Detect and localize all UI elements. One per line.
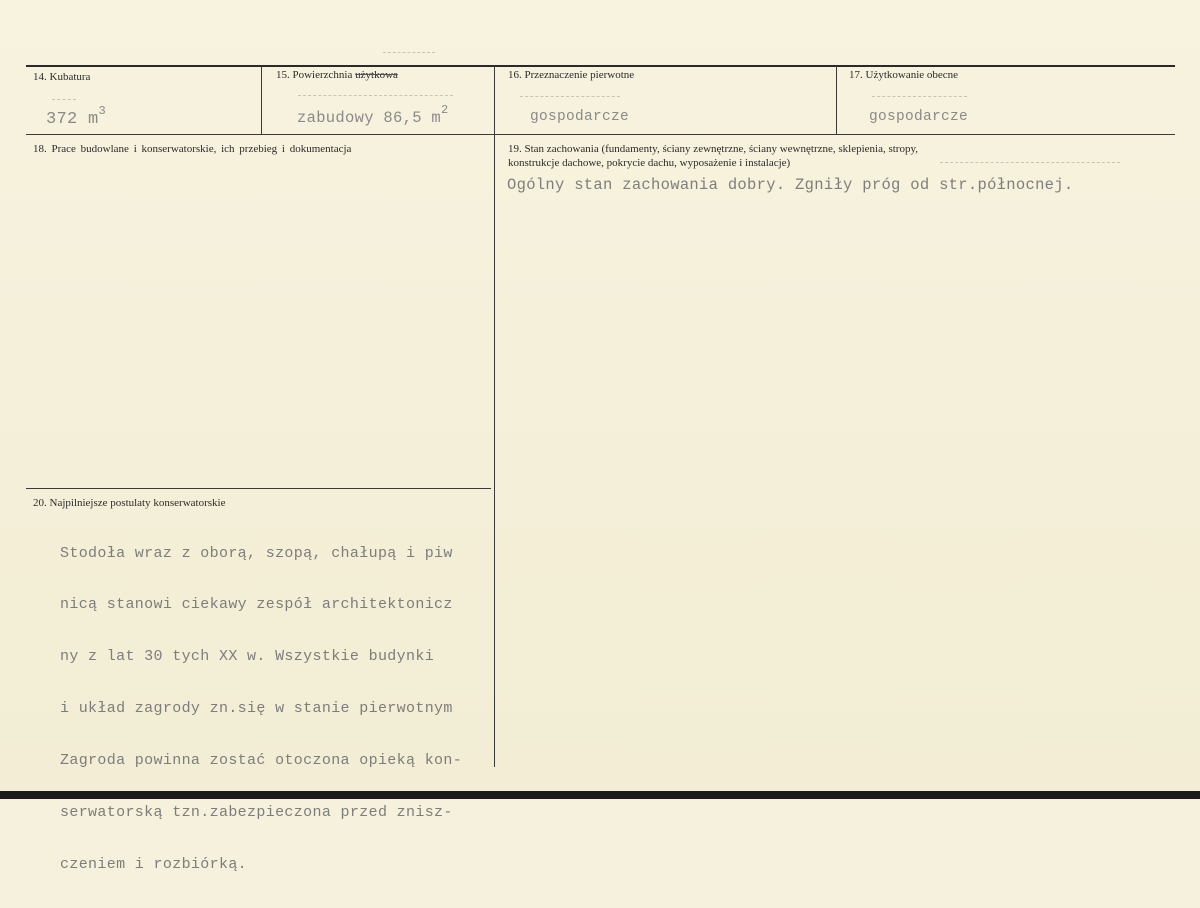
divider-18-19 bbox=[494, 135, 495, 767]
powierzchnia-text: zabudowy 86,5 m bbox=[297, 109, 442, 127]
postulaty-line: serwatorską tzn.zabezpieczona przed znisz- bbox=[60, 804, 453, 822]
row1-bottom-rule bbox=[26, 134, 1175, 135]
przeznaczenie-dash bbox=[520, 96, 620, 97]
bottom-edge bbox=[0, 791, 1200, 799]
kubatura-dash bbox=[52, 99, 76, 100]
top-dash-mark bbox=[383, 52, 435, 53]
postulaty-label: 20. Najpilniejsze postulaty konserwatorskie bbox=[33, 497, 226, 509]
postulaty-line: ny z lat 30 tych XX w. Wszystkie budynki bbox=[60, 648, 435, 666]
row18-bottom-rule bbox=[26, 488, 491, 489]
stan-label-line1: 19. Stan zachowania (fundamenty, ściany zewnętrzne, ściany wewnętrzne, sklepienia, stropy, bbox=[508, 143, 919, 155]
kubatura-label: 14. Kubatura bbox=[33, 71, 91, 83]
divider-15-16 bbox=[494, 66, 495, 134]
uzytkowanie-dash bbox=[872, 96, 967, 97]
postulaty-line: Zagroda powinna zostać otoczona opieką kon- bbox=[60, 752, 463, 770]
divider-14-15 bbox=[261, 66, 262, 134]
powierzchnia-superscript: 2 bbox=[441, 103, 449, 117]
stan-value: Ogólny stan zachowania dobry. Zgniły próg od str.północnej. bbox=[507, 176, 1074, 194]
postulaty-line: nicą stanowi ciekawy zespół architektonicz bbox=[60, 596, 453, 614]
prace-label: 18. Prace budowlane i konserwatorskie, ich przebieg i dokumentacja bbox=[33, 143, 352, 155]
uzytkowanie-value: gospodarcze bbox=[869, 109, 969, 125]
postulaty-line: czeniem i rozbiórką. bbox=[60, 855, 248, 873]
przeznaczenie-value: gospodarcze bbox=[530, 109, 630, 125]
przeznaczenie-label: 16. Przeznaczenie pierwotne bbox=[508, 69, 635, 81]
powierzchnia-label-struck: użytkowa bbox=[355, 69, 398, 81]
postulaty-line: Stodoła wraz z oborą, szopą, chałupą i piw bbox=[60, 544, 453, 562]
powierzchnia-dash bbox=[298, 95, 453, 96]
stan-dash bbox=[940, 162, 1120, 163]
top-rule bbox=[26, 65, 1175, 67]
powierzchnia-value bbox=[297, 103, 449, 127]
postulaty-line: i układ zagrody zn.się w stanie pierwotnym bbox=[60, 700, 453, 718]
kubatura-superscript: 3 bbox=[98, 104, 107, 118]
stan-label-line2: konstrukcje dachowe, pokrycie dachu, wyposażenie i instalacje) bbox=[508, 157, 791, 169]
kubatura-value bbox=[46, 104, 107, 129]
powierzchnia-label bbox=[276, 69, 398, 82]
postulaty-text bbox=[60, 510, 462, 908]
kubatura-number: 372 m bbox=[46, 110, 99, 129]
divider-16-17 bbox=[836, 66, 837, 134]
powierzchnia-label-prefix: 15. Powierzchnia bbox=[276, 69, 356, 81]
uzytkowanie-label: 17. Użytkowanie obecne bbox=[849, 69, 959, 81]
